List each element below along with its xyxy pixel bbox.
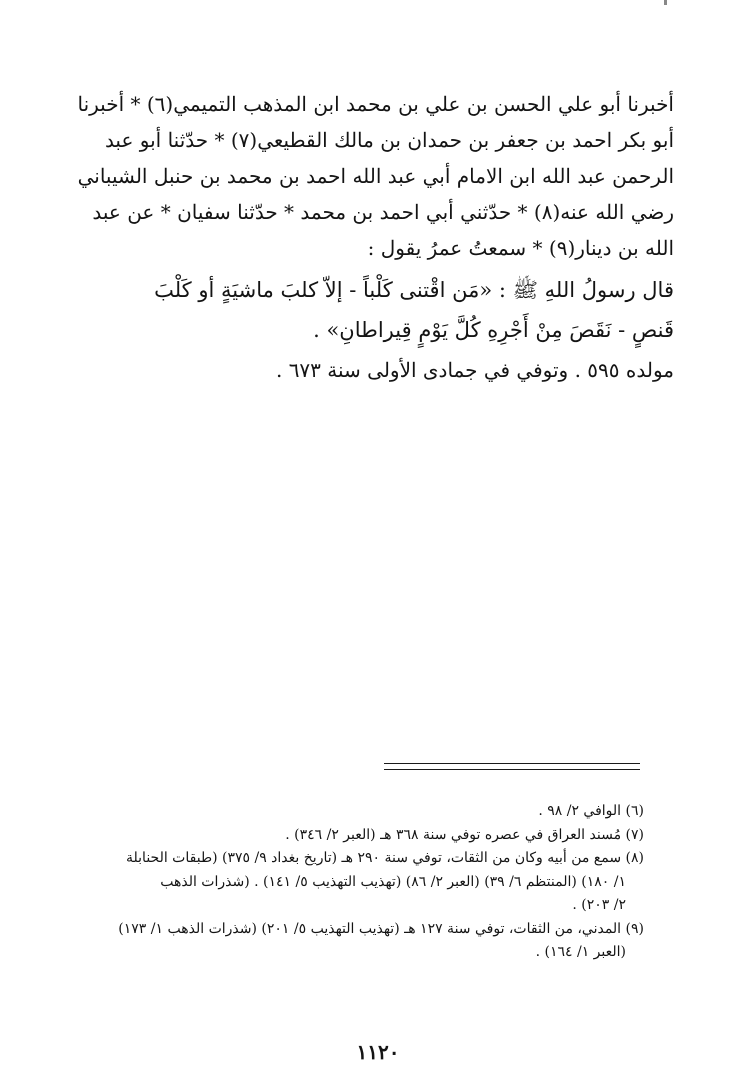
footnote-line: (العبر ١/ ١٦٤) . xyxy=(535,944,626,960)
footnote-6 xyxy=(78,800,644,824)
hadith-text xyxy=(96,270,674,350)
hadith-line: قَنصٍ - نَقَصَ مِنْ أَجْرِهِ كُلَّ يَوْمٍ قِيراطانِ» . xyxy=(313,318,674,342)
hadith-line: قال رسولُ اللهِ ﷺ : «مَن اقْتنى كَلْباً - إلاّ كلبَ ماشيَةٍ أو كَلْبَ xyxy=(154,278,674,302)
isnad-paragraph xyxy=(77,86,674,266)
scan-mark xyxy=(664,0,667,5)
footnote-line: (٧) مُسند العراق في عصره توفي سنة ٣٦٨ هـ (العبر ٢/ ٣٤٦) . xyxy=(285,826,644,843)
main-text xyxy=(77,86,674,388)
footnote-line: ١/ ١٨٠) (المنتظم ٦/ ٣٩) (العبر ٢/ ٨٦) (تهذيب التهذيب ٥/ ١٤١) . (شذرات الذهب xyxy=(160,873,626,890)
separator-rule xyxy=(384,763,640,764)
footnote-7 xyxy=(78,824,644,848)
footnotes xyxy=(78,800,644,965)
text-line: الله بن دينار(٩) * سمعتُ عمرُ يقول : xyxy=(367,236,674,260)
footnote-line: (٩) المدني، من الثقات، توفي سنة ١٢٧ هـ (تهذيب التهذيب ٥/ ٢٠١) (شذرات الذهب ١/ ١٧٣) xyxy=(118,920,644,937)
page-number: ١١٢٠ xyxy=(356,1040,400,1064)
text-line: الرحمن عبد الله ابن الامام أبي عبد الله احمد بن محمد بن حنبل الشيباني xyxy=(77,164,674,188)
separator-rule xyxy=(384,769,640,770)
footnote-line: (٨) سمع من أبيه وكان من الثقات، توفي سنة ٢٩٠ هـ (تاريخ بغداد ٩/ ٣٧٥) (طبقات الحنابلة xyxy=(126,850,644,866)
footnote-9 xyxy=(78,918,644,965)
footnote-separator xyxy=(384,763,640,771)
footnote-line: (٦) الوافي ٢/ ٩٨ . xyxy=(538,803,644,819)
text-line: أخبرنا أبو علي الحسن بن علي بن محمد ابن المذهب التميمي(٦) * أخبرنا xyxy=(77,92,674,116)
footnote-8 xyxy=(78,847,644,918)
text-line: رضي الله عنه(٨) * حدّثني أبي احمد بن محمد * حدّثنا سفيان * عن عبد xyxy=(92,200,674,224)
text-line: أبو بكر احمد بن جعفر بن حمدان بن مالك القطيعي(٧) * حدّثنا أبو عبد xyxy=(104,128,674,152)
footnote-line: ٢/ ٢٠٣) . xyxy=(572,897,626,913)
birth-death-line: مولده ٥٩٥ . وتوفي في جمادى الأولى سنة ٦٧٣ . xyxy=(275,358,674,382)
